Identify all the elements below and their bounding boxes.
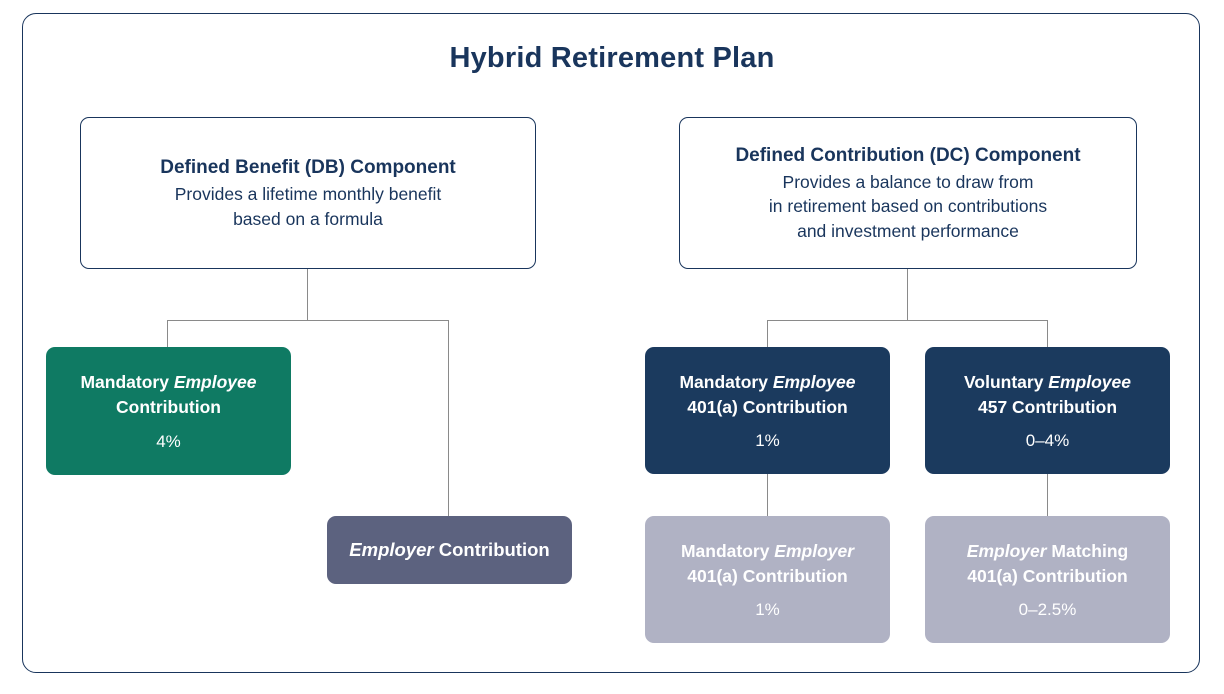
dc-connector-left-lower: [767, 473, 768, 517]
dc-employee-457-value: 0–4%: [1025, 431, 1070, 451]
dc-employee-457-line-2: 457 Contribution: [977, 396, 1118, 417]
dc-connector-stem: [907, 269, 908, 321]
dc-employer-match-value: 0–2.5%: [1018, 600, 1077, 620]
dc-component-line-2: in retirement based on contributions: [768, 196, 1048, 217]
db-connector-left-drop: [167, 320, 168, 348]
dc-employee-457-box: [925, 347, 1170, 474]
db-employer-label: Employer Contribution: [349, 539, 550, 560]
diagram-title: Hybrid Retirement Plan: [449, 42, 775, 74]
db-employee-line-1: Mandatory Employee: [80, 372, 257, 393]
dc-employee-401a-value: 1%: [755, 431, 780, 451]
dc-component-box: [679, 117, 1137, 269]
dc-component-line-3: and investment performance: [797, 220, 1019, 241]
dc-employee-401a-box: [645, 347, 890, 474]
dc-employer-401a-value: 1%: [755, 600, 780, 620]
dc-employer-match-line-2: 401(a) Contribution: [967, 565, 1128, 586]
dc-employer-match-box: [925, 516, 1170, 643]
dc-connector-right-drop: [1047, 320, 1048, 348]
dc-connector-bar: [767, 320, 1048, 321]
db-component-heading: Defined Benefit (DB) Component: [160, 157, 456, 179]
db-employee-value: 4%: [156, 431, 181, 451]
db-component-box: [80, 117, 536, 269]
db-connector-bar: [167, 320, 449, 321]
dc-employee-457-line-1: Voluntary Employee: [964, 371, 1131, 392]
dc-employer-401a-line-2: 401(a) Contribution: [687, 565, 848, 586]
dc-component-heading: Defined Contribution (DC) Component: [735, 145, 1081, 167]
db-employer-contribution-box: [327, 516, 572, 584]
db-employee-line-2: Contribution: [116, 397, 221, 417]
dc-connector-left-drop: [767, 320, 768, 348]
dc-employer-401a-box: [645, 516, 890, 643]
dc-employer-401a-line-1: Mandatory Employer: [680, 540, 855, 561]
db-connector-stem: [307, 269, 308, 321]
db-component-line-2: based on a formula: [233, 208, 383, 229]
dc-connector-right-lower: [1047, 473, 1048, 517]
dc-employee-401a-line-1: Mandatory Employee: [679, 371, 856, 392]
dc-employer-match-line-1: Employer Matching: [966, 540, 1129, 561]
db-employee-contribution-box: [46, 347, 291, 475]
dc-employee-401a-line-2: 401(a) Contribution: [687, 396, 848, 417]
dc-component-line-1: Provides a balance to draw from: [782, 172, 1034, 193]
db-connector-right-drop: [448, 320, 449, 516]
db-component-line-1: Provides a lifetime monthly benefit: [174, 184, 442, 205]
